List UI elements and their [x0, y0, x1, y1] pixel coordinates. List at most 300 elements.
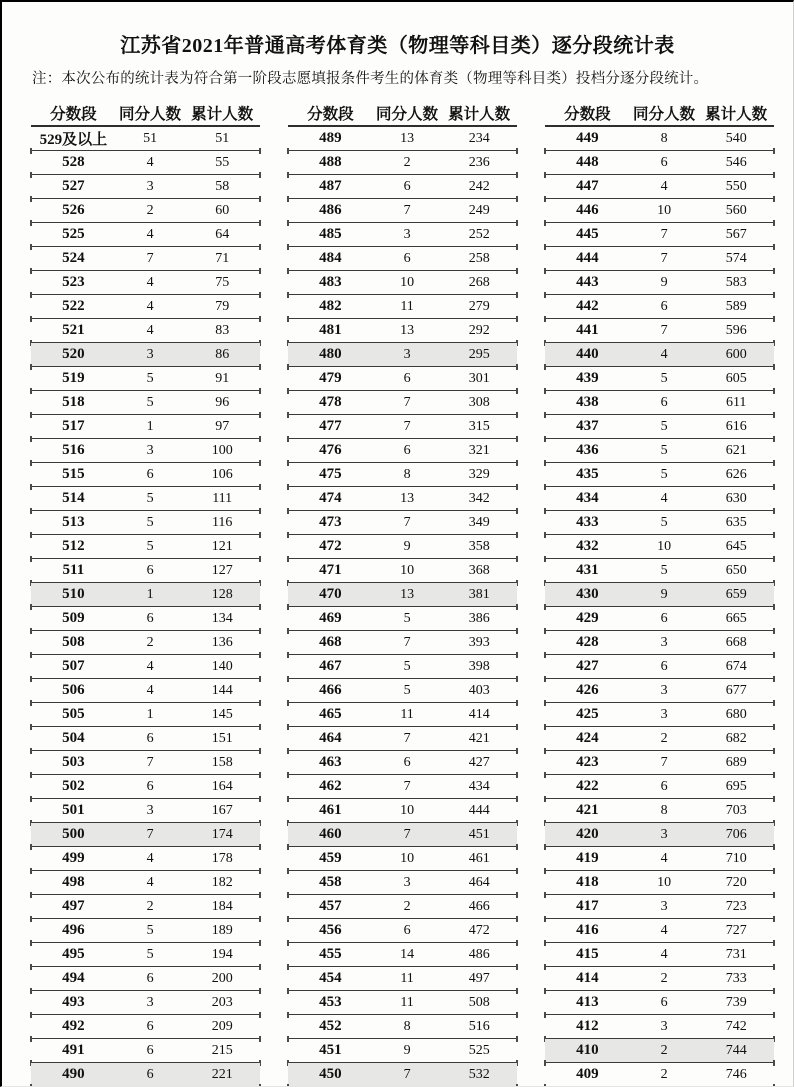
score-range-cell: 435: [576, 466, 599, 482]
cumulative-count-cell: 626: [725, 466, 747, 482]
score-range-cell: 507: [62, 658, 85, 674]
score-range-cell: 490: [62, 1066, 85, 1082]
same-score-count-cell: 7: [403, 202, 411, 218]
table-row: [545, 535, 774, 559]
score-range-cell: 412: [576, 1018, 599, 1034]
table-row: [31, 871, 260, 895]
score-range-cell: 472: [319, 538, 342, 554]
same-score-count-cell: 3: [403, 346, 411, 362]
score-range-cell: 495: [62, 946, 85, 962]
same-score-count-cell: 2: [146, 202, 154, 218]
score-range-cell: 433: [576, 514, 599, 530]
score-range-cell: 514: [62, 490, 85, 506]
same-score-count-cell: 7: [403, 826, 411, 842]
table-header-row: [288, 100, 517, 125]
score-range-cell: 469: [319, 610, 342, 626]
cumulative-count-cell: 403: [468, 682, 490, 698]
column-header-cumulative-count: 累计人数: [705, 105, 768, 123]
table-row: [545, 823, 774, 847]
same-score-count-cell: 6: [146, 778, 154, 794]
score-range-cell: 432: [576, 538, 599, 554]
same-score-count-cell: 8: [660, 130, 668, 146]
table-row: [31, 319, 260, 343]
cumulative-count-cell: 630: [725, 490, 747, 506]
score-range-cell: 428: [576, 634, 599, 650]
score-range-cell: 450: [319, 1066, 342, 1082]
cumulative-count-cell: 349: [468, 514, 490, 530]
same-score-count-cell: 4: [146, 850, 154, 866]
cumulative-count-cell: 744: [725, 1042, 747, 1058]
cumulative-count-cell: 96: [215, 394, 230, 410]
score-range-cell: 440: [576, 346, 599, 362]
table-row: [288, 991, 517, 1015]
same-score-count-cell: 6: [403, 178, 411, 194]
score-range-cell: 512: [62, 538, 85, 554]
same-score-count-cell: 2: [403, 898, 411, 914]
cumulative-count-cell: 706: [725, 826, 747, 842]
cumulative-count-cell: 268: [468, 274, 490, 290]
same-score-count-cell: 7: [403, 730, 411, 746]
table-row: [545, 775, 774, 799]
table-row: [545, 463, 774, 487]
cumulative-count-cell: 472: [468, 922, 490, 938]
score-range-cell: 461: [319, 802, 342, 818]
table-row: [31, 1039, 260, 1063]
table-row: [288, 631, 517, 655]
table-row: [288, 1015, 517, 1039]
table-row: [545, 991, 774, 1015]
table-row: [545, 487, 774, 511]
same-score-count-cell: 5: [146, 490, 154, 506]
table-row: [288, 223, 517, 247]
cumulative-count-cell: 723: [725, 898, 747, 914]
cumulative-count-cell: 111: [212, 490, 233, 506]
cumulative-count-cell: 58: [215, 178, 230, 194]
score-range-cell: 424: [576, 730, 599, 746]
score-range-cell: 434: [576, 490, 599, 506]
cumulative-count-cell: 508: [468, 994, 490, 1010]
table-row: [288, 799, 517, 823]
table-row: [545, 151, 774, 175]
cumulative-count-cell: 128: [211, 586, 233, 602]
table-row: [288, 751, 517, 775]
same-score-count-cell: 7: [403, 634, 411, 650]
table-row: [31, 439, 260, 463]
table-row: [288, 487, 517, 511]
same-score-count-cell: 4: [146, 658, 154, 674]
cumulative-count-cell: 242: [468, 178, 490, 194]
same-score-count-cell: 51: [143, 130, 158, 146]
table-row: [31, 703, 260, 727]
cumulative-count-cell: 145: [211, 706, 233, 722]
table-row: [545, 583, 774, 607]
table-row: [288, 511, 517, 535]
table-row: [545, 631, 774, 655]
cumulative-count-cell: 134: [211, 610, 233, 626]
same-score-count-cell: 9: [403, 538, 411, 554]
score-range-cell: 509: [62, 610, 85, 626]
cumulative-count-cell: 194: [211, 946, 233, 962]
cumulative-count-cell: 236: [468, 154, 490, 170]
table-row: [545, 511, 774, 535]
same-score-count-cell: 6: [403, 250, 411, 266]
same-score-count-cell: 13: [400, 586, 415, 602]
score-range-cell: 492: [62, 1018, 85, 1034]
table-row: [31, 391, 260, 415]
table-row: [288, 319, 517, 343]
table-row: [545, 679, 774, 703]
cumulative-count-cell: 616: [725, 418, 747, 434]
same-score-count-cell: 3: [146, 178, 154, 194]
table-row: [545, 871, 774, 895]
same-score-count-cell: 5: [403, 658, 411, 674]
table-row: [288, 775, 517, 799]
table-row: [31, 343, 260, 367]
same-score-count-cell: 9: [660, 586, 668, 602]
same-score-count-cell: 3: [660, 826, 668, 842]
same-score-count-cell: 6: [660, 610, 668, 626]
score-range-cell: 517: [62, 418, 85, 434]
score-range-cell: 451: [319, 1042, 342, 1058]
column-header-cumulative-count: 累计人数: [448, 105, 511, 123]
table-row: [31, 415, 260, 439]
score-range-cell: 443: [576, 274, 599, 290]
score-range-cell: 466: [319, 682, 342, 698]
same-score-count-cell: 11: [400, 994, 414, 1010]
cumulative-count-cell: 252: [468, 226, 490, 242]
score-range-cell: 413: [576, 994, 599, 1010]
same-score-count-cell: 6: [403, 370, 411, 386]
same-score-count-cell: 5: [146, 946, 154, 962]
column-header-cumulative-count: 累计人数: [191, 105, 254, 123]
table-row: [31, 895, 260, 919]
score-range-cell: 429: [576, 610, 599, 626]
score-range-cell: 464: [319, 730, 342, 746]
score-range-cell: 460: [319, 826, 342, 842]
same-score-count-cell: 2: [403, 154, 411, 170]
column-header-score-range: 分数段: [307, 105, 354, 123]
table-row: [288, 343, 517, 367]
score-range-cell: 491: [62, 1042, 85, 1058]
score-range-cell: 484: [319, 250, 342, 266]
same-score-count-cell: 5: [660, 370, 668, 386]
table-body: [31, 125, 260, 1087]
cumulative-count-cell: 209: [211, 1018, 233, 1034]
score-range-cell: 467: [319, 658, 342, 674]
score-range-cell: 485: [319, 226, 342, 242]
cumulative-count-cell: 295: [468, 346, 490, 362]
same-score-count-cell: 6: [146, 466, 154, 482]
score-range-cell: 436: [576, 442, 599, 458]
same-score-count-cell: 7: [403, 394, 411, 410]
score-range-cell: 417: [576, 898, 599, 914]
same-score-count-cell: 7: [660, 226, 668, 242]
table-body: [545, 125, 774, 1087]
cumulative-count-cell: 200: [211, 970, 233, 986]
table-row: [288, 583, 517, 607]
cumulative-count-cell: 421: [468, 730, 490, 746]
score-range-cell: 414: [576, 970, 599, 986]
table-row: [288, 247, 517, 271]
score-range-cell: 477: [319, 418, 342, 434]
score-range-cell: 506: [62, 682, 85, 698]
table-row: [288, 895, 517, 919]
cumulative-count-cell: 668: [725, 634, 747, 650]
table-row: [288, 1039, 517, 1063]
same-score-count-cell: 2: [660, 730, 668, 746]
table-row: [31, 151, 260, 175]
cumulative-count-cell: 381: [468, 586, 490, 602]
cumulative-count-cell: 301: [468, 370, 490, 386]
cumulative-count-cell: 64: [215, 226, 230, 242]
score-range-cell: 422: [576, 778, 599, 794]
score-range-cell: 479: [319, 370, 342, 386]
table-row: [31, 943, 260, 967]
table-row: [545, 847, 774, 871]
same-score-count-cell: 3: [660, 682, 668, 698]
column-header-same-score-count: 同分人数: [633, 105, 696, 123]
score-range-cell: 497: [62, 898, 85, 914]
score-range-cell: 418: [576, 874, 599, 890]
cumulative-count-cell: 546: [725, 154, 747, 170]
cumulative-count-cell: 86: [215, 346, 230, 362]
table-row: [288, 199, 517, 223]
table-row: [545, 727, 774, 751]
same-score-count-cell: 7: [403, 1066, 411, 1082]
table-row: [545, 319, 774, 343]
table-row: [545, 607, 774, 631]
same-score-count-cell: 7: [660, 250, 668, 266]
same-score-count-cell: 10: [400, 802, 415, 818]
table-row: [31, 247, 260, 271]
same-score-count-cell: 11: [400, 970, 414, 986]
cumulative-count-cell: 249: [468, 202, 490, 218]
table-row: [288, 823, 517, 847]
same-score-count-cell: 4: [146, 874, 154, 890]
cumulative-count-cell: 427: [468, 754, 490, 770]
same-score-count-cell: 5: [146, 922, 154, 938]
score-range-cell: 508: [62, 634, 85, 650]
same-score-count-cell: 2: [660, 1042, 668, 1058]
same-score-count-cell: 6: [146, 730, 154, 746]
table-row: [288, 967, 517, 991]
score-range-cell: 465: [319, 706, 342, 722]
score-range-cell: 519: [62, 370, 85, 386]
score-range-cell: 486: [319, 202, 342, 218]
score-range-cell: 493: [62, 994, 85, 1010]
same-score-count-cell: 7: [660, 754, 668, 770]
cumulative-count-cell: 434: [468, 778, 490, 794]
cumulative-count-cell: 596: [725, 322, 747, 338]
cumulative-count-cell: 589: [725, 298, 747, 314]
score-range-cell: 501: [62, 802, 85, 818]
score-range-cell: 415: [576, 946, 599, 962]
score-range-cell: 500: [62, 826, 85, 842]
table-row: [288, 1063, 517, 1087]
table-row: [31, 559, 260, 583]
score-range-cell: 481: [319, 322, 342, 338]
cumulative-count-cell: 234: [468, 130, 490, 146]
table-row: [31, 991, 260, 1015]
same-score-count-cell: 2: [146, 898, 154, 914]
table-row: [288, 127, 517, 151]
table-row: [31, 1015, 260, 1039]
same-score-count-cell: 4: [660, 490, 668, 506]
same-score-count-cell: 3: [146, 442, 154, 458]
cumulative-count-cell: 91: [215, 370, 230, 386]
page-title: 江苏省2021年普通高考体育类（物理等科目类）逐分段统计表: [120, 35, 675, 57]
cumulative-count-cell: 746: [725, 1066, 747, 1082]
table-row: [31, 295, 260, 319]
score-table-group-3: [545, 100, 774, 1087]
cumulative-count-cell: 695: [725, 778, 747, 794]
table-row: [288, 535, 517, 559]
table-row: [288, 295, 517, 319]
cumulative-count-cell: 727: [725, 922, 747, 938]
score-range-cell: 441: [576, 322, 599, 338]
same-score-count-cell: 6: [660, 658, 668, 674]
table-row: [545, 223, 774, 247]
same-score-count-cell: 6: [660, 154, 668, 170]
cumulative-count-cell: 106: [211, 466, 233, 482]
same-score-count-cell: 6: [660, 778, 668, 794]
same-score-count-cell: 7: [146, 250, 154, 266]
cumulative-count-cell: 258: [468, 250, 490, 266]
table-row: [288, 847, 517, 871]
score-range-cell: 410: [576, 1042, 599, 1058]
score-range-cell: 488: [319, 154, 342, 170]
cumulative-count-cell: 583: [725, 274, 747, 290]
cumulative-count-cell: 677: [725, 682, 747, 698]
table-row: [288, 607, 517, 631]
same-score-count-cell: 11: [400, 706, 414, 722]
score-range-cell: 445: [576, 226, 599, 242]
table-row: [31, 631, 260, 655]
same-score-count-cell: 6: [146, 610, 154, 626]
table-row: [288, 727, 517, 751]
score-range-cell: 494: [62, 970, 85, 986]
score-table-group-1: [31, 100, 260, 1087]
cumulative-count-cell: 164: [211, 778, 233, 794]
table-row: [31, 847, 260, 871]
table-row: [545, 247, 774, 271]
score-range-cell: 470: [319, 586, 342, 602]
score-range-cell: 448: [576, 154, 599, 170]
table-row: [31, 511, 260, 535]
cumulative-count-cell: 386: [468, 610, 490, 626]
cumulative-count-cell: 215: [211, 1042, 233, 1058]
cumulative-count-cell: 398: [468, 658, 490, 674]
table-row: [31, 271, 260, 295]
cumulative-count-cell: 55: [215, 154, 230, 170]
cumulative-count-cell: 321: [468, 442, 490, 458]
score-range-cell: 425: [576, 706, 599, 722]
score-range-cell: 522: [62, 298, 85, 314]
table-row: [288, 679, 517, 703]
score-range-cell: 521: [62, 322, 85, 338]
table-row: [31, 223, 260, 247]
table-row: [545, 391, 774, 415]
cumulative-count-cell: 710: [725, 850, 747, 866]
cumulative-count-cell: 358: [468, 538, 490, 554]
same-score-count-cell: 7: [146, 754, 154, 770]
score-range-cell: 520: [62, 346, 85, 362]
same-score-count-cell: 3: [660, 706, 668, 722]
cumulative-count-cell: 116: [211, 514, 233, 530]
cumulative-count-cell: 60: [215, 202, 230, 218]
cumulative-count-cell: 605: [725, 370, 747, 386]
cumulative-count-cell: 560: [725, 202, 747, 218]
table-row: [545, 175, 774, 199]
table-row: [31, 775, 260, 799]
same-score-count-cell: 3: [660, 898, 668, 914]
table-row: [288, 943, 517, 967]
cumulative-count-cell: 665: [725, 610, 747, 626]
cumulative-count-cell: 182: [211, 874, 233, 890]
same-score-count-cell: 3: [146, 994, 154, 1010]
cumulative-count-cell: 140: [211, 658, 233, 674]
score-range-cell: 463: [319, 754, 342, 770]
table-row: [545, 1039, 774, 1063]
table-row: [288, 151, 517, 175]
table-row: [545, 367, 774, 391]
same-score-count-cell: 6: [146, 1042, 154, 1058]
same-score-count-cell: 4: [146, 274, 154, 290]
same-score-count-cell: 4: [146, 226, 154, 242]
score-range-cell: 502: [62, 778, 85, 794]
score-range-cell: 474: [319, 490, 342, 506]
table-row: [288, 175, 517, 199]
table-row: [288, 559, 517, 583]
same-score-count-cell: 10: [400, 562, 415, 578]
score-range-cell: 447: [576, 178, 599, 194]
cumulative-count-cell: 461: [468, 850, 490, 866]
score-range-cell: 475: [319, 466, 342, 482]
score-range-cell: 483: [319, 274, 342, 290]
table-row: [545, 559, 774, 583]
score-range-cell: 496: [62, 922, 85, 938]
same-score-count-cell: 5: [660, 514, 668, 530]
table-row: [31, 127, 260, 151]
same-score-count-cell: 5: [660, 418, 668, 434]
same-score-count-cell: 10: [400, 274, 415, 290]
table-row: [545, 271, 774, 295]
same-score-count-cell: 4: [660, 850, 668, 866]
score-range-cell: 513: [62, 514, 85, 530]
table-row: [288, 871, 517, 895]
table-row: [288, 463, 517, 487]
table-header-row: [545, 100, 774, 125]
table-row: [288, 415, 517, 439]
cumulative-count-cell: 329: [468, 466, 490, 482]
cumulative-count-cell: 532: [468, 1066, 490, 1082]
score-range-cell: 457: [319, 898, 342, 914]
score-range-cell: 458: [319, 874, 342, 890]
score-range-cell: 478: [319, 394, 342, 410]
score-range-cell: 504: [62, 730, 85, 746]
same-score-count-cell: 4: [146, 682, 154, 698]
cumulative-count-cell: 308: [468, 394, 490, 410]
same-score-count-cell: 5: [403, 682, 411, 698]
table-row: [31, 919, 260, 943]
table-row: [31, 463, 260, 487]
table-row: [31, 751, 260, 775]
table-row: [31, 679, 260, 703]
cumulative-count-cell: 51: [215, 130, 230, 146]
table-row: [545, 127, 774, 151]
same-score-count-cell: 13: [400, 130, 415, 146]
score-range-cell: 482: [319, 298, 342, 314]
